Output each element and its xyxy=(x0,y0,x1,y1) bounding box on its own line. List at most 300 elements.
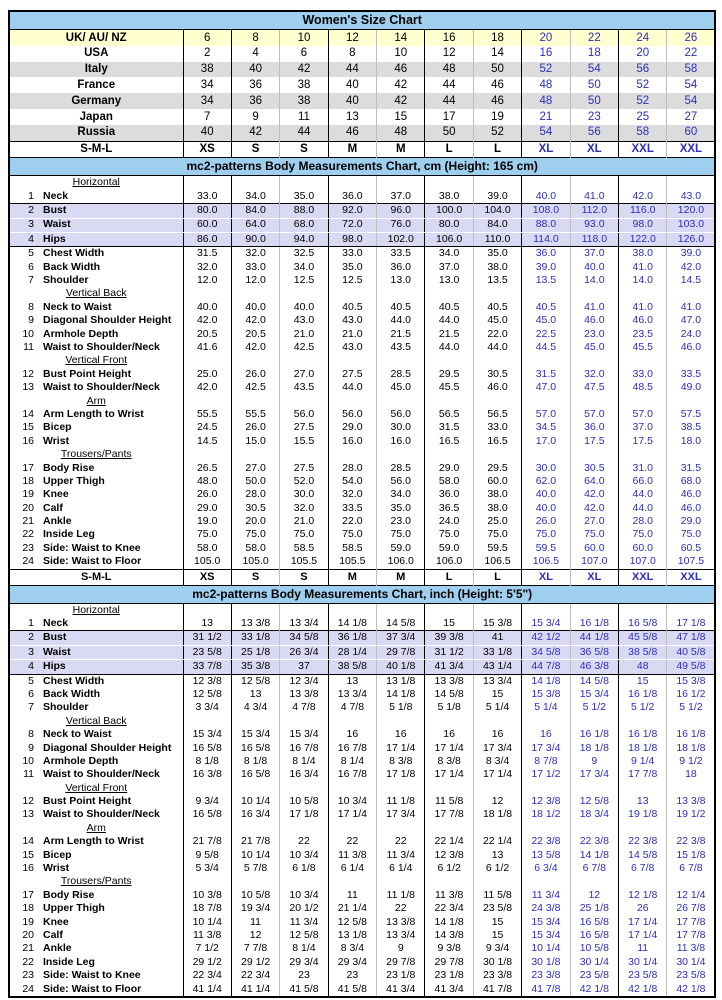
measurement-value-cell: 31.5 xyxy=(667,462,716,475)
measurement-value-cell: 34.0 xyxy=(231,190,279,204)
empty-cell xyxy=(328,822,376,835)
measurement-value-cell: 75.0 xyxy=(377,529,425,542)
measurement-row-label xyxy=(9,889,183,902)
empty-cell xyxy=(473,782,521,795)
row-number: 13 xyxy=(22,808,34,821)
measurement-value-cell: 16 3/4 xyxy=(280,768,328,781)
measurement-value-cell: 24.0 xyxy=(425,515,473,528)
measurement-value-cell: 64.0 xyxy=(231,218,279,232)
measurement-value-cell: 114.0 xyxy=(522,232,570,246)
measurement-value-cell: 28.0 xyxy=(231,488,279,501)
measurement-row-label xyxy=(9,688,183,701)
size-row-label: Russia xyxy=(9,125,183,141)
measurement-value-cell: 4 3/4 xyxy=(231,701,279,714)
size-value-cell: L xyxy=(425,141,473,158)
measurement-value-cell: 22 xyxy=(377,835,425,848)
empty-cell xyxy=(183,176,231,190)
measurement-value-cell: 30 1/8 xyxy=(473,956,521,969)
size-value-cell: XS xyxy=(183,141,231,158)
measurement-value-cell: 11 1/8 xyxy=(377,795,425,808)
measurement-value-cell: 19 1/8 xyxy=(619,809,667,822)
group-label-cell xyxy=(9,603,183,617)
size-row-label: Italy xyxy=(9,62,183,78)
empty-cell xyxy=(280,822,328,835)
measurement-value-cell: 13 3/4 xyxy=(377,929,425,942)
measurement-value-cell: 30.0 xyxy=(522,462,570,475)
measurement-value-cell: 13 3/8 xyxy=(280,688,328,701)
measurement-value-cell: 30 1/4 xyxy=(667,956,716,969)
measurement-value-cell: 80.0 xyxy=(183,204,231,218)
measurement-value-cell: 55.5 xyxy=(231,408,279,421)
size-value-cell: 8 xyxy=(328,46,376,62)
measurement-value-cell: 46.0 xyxy=(667,502,716,515)
measurement-value-cell: 15 xyxy=(619,674,667,688)
size-chart-row xyxy=(9,141,715,158)
size-value-cell: 40 xyxy=(328,93,376,109)
measurement-value-cell: 23 5/8 xyxy=(570,969,618,982)
measurement-value-cell: 12 3/4 xyxy=(280,674,328,688)
size-value-cell: 14 xyxy=(377,30,425,46)
empty-cell xyxy=(619,354,667,367)
size-row-label: France xyxy=(77,78,116,91)
measurement-value-cell: 8 3/4 xyxy=(473,755,521,768)
row-number: 1 xyxy=(28,617,34,630)
measurement-value-cell: 27.0 xyxy=(280,368,328,381)
row-label: Knee xyxy=(43,488,69,501)
empty-cell xyxy=(473,176,521,190)
measurement-value-cell: 60.5 xyxy=(667,542,716,555)
row-label: Chest Width xyxy=(43,247,105,260)
measurement-value-cell: 37 3/4 xyxy=(377,631,425,645)
empty-cell xyxy=(280,448,328,461)
measurement-value-cell: 100.0 xyxy=(425,204,473,218)
measurement-value-cell: 42.5 xyxy=(280,341,328,354)
measurement-value-cell: 41 3/4 xyxy=(377,983,425,997)
measurement-value-cell: 39 3/8 xyxy=(425,631,473,645)
row-number: 14 xyxy=(22,408,34,420)
measurement-value-cell: 110.0 xyxy=(473,232,521,246)
group-header-row xyxy=(9,876,715,889)
measurement-value-cell: 37.0 xyxy=(570,247,618,261)
measurement-value-cell: 13.5 xyxy=(522,274,570,287)
measurement-value-cell: 45 5/8 xyxy=(619,631,667,645)
measurement-value-cell: 56.0 xyxy=(280,408,328,421)
row-number: 13 xyxy=(22,381,34,394)
size-value-cell: 36 xyxy=(231,93,279,109)
measurement-value-cell: 12 xyxy=(473,795,521,808)
measurement-value-cell: 4 7/8 xyxy=(280,701,328,714)
measurement-value-cell: 5 1/2 xyxy=(619,701,667,714)
empty-cell xyxy=(473,715,521,728)
measurement-value-cell: 27.0 xyxy=(231,462,279,475)
measurement-value-cell: 33.0 xyxy=(231,261,279,274)
measurement-value-cell: 14 5/8 xyxy=(570,674,618,688)
measurement-value-cell: 46.0 xyxy=(667,341,716,354)
measurement-value-cell: 31 1/2 xyxy=(425,645,473,659)
measurement-value-cell: 52.0 xyxy=(280,475,328,488)
measurement-value-cell: 23.0 xyxy=(377,515,425,528)
row-number: 20 xyxy=(22,501,34,514)
empty-cell xyxy=(522,395,570,408)
empty-cell xyxy=(231,715,279,728)
measurement-value-cell: 21.5 xyxy=(377,328,425,341)
row-label: Bicep xyxy=(43,848,72,861)
measurement-value-cell: 57.0 xyxy=(570,408,618,421)
measurement-value-cell: 15.0 xyxy=(231,435,279,448)
measurement-value-cell: 41.0 xyxy=(619,301,667,314)
measurement-value-cell: 17 1/4 xyxy=(425,768,473,781)
measurement-value-cell: 13 5/8 xyxy=(522,849,570,862)
measurement-value-cell: 29 3/4 xyxy=(328,956,376,969)
empty-cell xyxy=(183,715,231,728)
measurement-value-cell: 15 3/8 xyxy=(522,688,570,701)
measurement-value-cell: 58.5 xyxy=(280,542,328,555)
empty-cell xyxy=(619,395,667,408)
measurement-row xyxy=(9,218,715,232)
measurement-row xyxy=(9,795,715,808)
measurement-value-cell: 11 3/8 xyxy=(183,929,231,942)
measurement-value-cell: 29 1/2 xyxy=(183,956,231,969)
measurement-row-label xyxy=(9,617,183,631)
measurement-value-cell: 29.0 xyxy=(183,502,231,515)
measurement-value-cell: 22 xyxy=(328,835,376,848)
measurement-value-cell: 40.5 xyxy=(522,301,570,314)
size-value-cell: 14 xyxy=(473,46,521,62)
row-number: 24 xyxy=(22,982,34,995)
measurement-value-cell: 26 xyxy=(619,902,667,915)
measurement-value-cell: 18 1/8 xyxy=(667,742,716,755)
measurement-value-cell: 8 3/4 xyxy=(328,942,376,955)
empty-cell xyxy=(570,715,618,728)
measurement-value-cell: 29 7/8 xyxy=(377,956,425,969)
empty-cell xyxy=(522,448,570,461)
womens-size-chart-table xyxy=(8,10,716,998)
measurement-value-cell: 12 3/8 xyxy=(522,795,570,808)
empty-cell xyxy=(328,448,376,461)
measurement-row-label xyxy=(9,795,183,808)
measurement-value-cell: 22 3/8 xyxy=(570,835,618,848)
measurement-value-cell: 37.0 xyxy=(425,261,473,274)
measurement-value-cell: 15 3/4 xyxy=(522,617,570,631)
measurement-value-cell: 36.0 xyxy=(425,488,473,501)
measurement-row-label xyxy=(9,902,183,915)
size-value-cell: 18 xyxy=(473,30,521,46)
measurement-value-cell: 39.0 xyxy=(667,247,716,261)
measurement-value-cell: 84.0 xyxy=(473,218,521,232)
measurement-value-cell: 23 5/8 xyxy=(667,969,716,982)
measurement-value-cell: 15 3/4 xyxy=(183,728,231,741)
measurement-value-cell: 8 1/4 xyxy=(328,755,376,768)
measurement-value-cell: 42.0 xyxy=(231,314,279,327)
measurement-value-cell: 56.5 xyxy=(473,408,521,421)
empty-cell xyxy=(280,603,328,617)
measurement-value-cell: 46.0 xyxy=(473,381,521,394)
measurement-value-cell: 40 5/8 xyxy=(667,645,716,659)
measurement-value-cell: 55.5 xyxy=(183,408,231,421)
empty-cell xyxy=(667,448,716,461)
measurement-row xyxy=(9,956,715,969)
empty-cell xyxy=(377,603,425,617)
measurement-row-label xyxy=(9,542,183,555)
empty-cell xyxy=(570,822,618,835)
measurement-value-cell: 59.0 xyxy=(425,542,473,555)
empty-cell xyxy=(619,782,667,795)
measurement-value-cell: 43.5 xyxy=(280,381,328,394)
measurement-value-cell: 12.5 xyxy=(328,274,376,287)
measurement-value-cell: 21 7/8 xyxy=(231,835,279,848)
measurement-value-cell: 17 1/8 xyxy=(280,809,328,822)
measurement-row xyxy=(9,742,715,755)
measurement-value-cell: 106.0 xyxy=(377,555,425,569)
size-value-cell: 23 xyxy=(570,109,618,125)
measurement-row-label xyxy=(9,408,183,421)
measurement-row xyxy=(9,768,715,781)
measurement-row xyxy=(9,645,715,659)
empty-cell xyxy=(183,448,231,461)
measurement-value-cell: 14 1/8 xyxy=(570,849,618,862)
measurement-value-cell: 49.0 xyxy=(667,381,716,394)
chart-title-row xyxy=(9,11,715,30)
row-number: 6 xyxy=(28,688,34,700)
measurement-value-cell: 26.0 xyxy=(231,368,279,381)
measurement-row-label xyxy=(9,247,183,261)
measurement-value-cell: 8 1/4 xyxy=(280,942,328,955)
measurement-value-cell: 13.5 xyxy=(473,274,521,287)
measurement-value-cell: 11 3/8 xyxy=(425,889,473,902)
row-label: Diagonal Shoulder Height xyxy=(43,741,172,754)
measurement-value-cell: 13 xyxy=(328,674,376,688)
measurement-value-cell: 5 7/8 xyxy=(231,862,279,875)
measurement-row xyxy=(9,688,715,701)
measurement-value-cell: 94.0 xyxy=(280,232,328,246)
measurement-value-cell: 40 1/8 xyxy=(377,660,425,674)
measurement-value-cell: 33 7/8 xyxy=(183,660,231,674)
measurement-value-cell: 16 5/8 xyxy=(570,916,618,929)
row-number: 22 xyxy=(22,528,34,541)
empty-cell xyxy=(425,354,473,367)
measurement-value-cell: 18 xyxy=(667,768,716,781)
measurement-value-cell: 30.5 xyxy=(473,368,521,381)
row-number: 12 xyxy=(22,367,34,380)
measurement-value-cell: 19.0 xyxy=(183,515,231,528)
measurement-value-cell: 16.5 xyxy=(425,435,473,448)
measurement-value-cell: 39.0 xyxy=(522,261,570,274)
size-chart-row xyxy=(9,109,715,125)
row-label: Arm Length to Wrist xyxy=(43,408,144,420)
measurement-row-label xyxy=(9,645,183,659)
empty-cell xyxy=(425,876,473,889)
measurement-value-cell: 41 1/4 xyxy=(231,983,279,997)
size-chart-row xyxy=(9,77,715,93)
measurement-value-cell: 44.5 xyxy=(522,341,570,354)
measurement-value-cell: 41.6 xyxy=(183,341,231,354)
empty-cell xyxy=(280,176,328,190)
measurement-value-cell: 25.0 xyxy=(473,515,521,528)
measurement-row xyxy=(9,889,715,902)
measurement-row-label xyxy=(9,809,183,822)
row-number: 23 xyxy=(22,541,34,554)
measurement-value-cell: 47.0 xyxy=(522,381,570,394)
measurement-row-label xyxy=(9,835,183,848)
measurement-row xyxy=(9,515,715,528)
measurement-value-cell: 50.0 xyxy=(231,475,279,488)
measurement-value-cell: 24.5 xyxy=(183,421,231,434)
size-value-cell: 6 xyxy=(183,30,231,46)
measurement-row-label xyxy=(9,701,183,714)
measurement-row-label xyxy=(9,421,183,434)
measurement-value-cell: 13 xyxy=(183,617,231,631)
size-value-cell: 46 xyxy=(473,93,521,109)
measurement-row-label xyxy=(9,381,183,394)
size-row-label: Germany xyxy=(9,93,183,109)
measurement-value-cell: 44.0 xyxy=(473,341,521,354)
measurement-value-cell: 40.0 xyxy=(522,488,570,501)
measurement-value-cell: 22.0 xyxy=(473,328,521,341)
empty-cell xyxy=(522,782,570,795)
row-label: Wrist xyxy=(43,862,70,875)
measurement-row-label xyxy=(9,862,183,875)
measurement-value-cell: 92.0 xyxy=(328,204,376,218)
measurement-value-cell: 22 1/4 xyxy=(473,835,521,848)
measurement-value-cell: 40.0 xyxy=(522,190,570,204)
row-number: 19 xyxy=(22,915,34,928)
measurement-value-cell: 16 5/8 xyxy=(619,617,667,631)
measurement-value-cell: 22 xyxy=(377,902,425,915)
measurement-value-cell: 18 1/2 xyxy=(522,809,570,822)
empty-cell xyxy=(183,876,231,889)
measurement-value-cell: 16 5/8 xyxy=(183,742,231,755)
empty-cell xyxy=(425,176,473,190)
measurement-row xyxy=(9,247,715,261)
measurement-value-cell: 33 1/8 xyxy=(231,631,279,645)
size-value-cell: 56 xyxy=(619,62,667,78)
cm-section-header-row xyxy=(9,158,715,176)
empty-cell xyxy=(377,176,425,190)
measurement-value-cell: 29.5 xyxy=(473,462,521,475)
measurement-value-cell: 13 1/8 xyxy=(377,674,425,688)
empty-cell xyxy=(667,715,716,728)
size-value-cell: XXL xyxy=(619,141,667,158)
row-label: Side: Waist to Knee xyxy=(43,541,141,554)
measurement-value-cell: 42 1/8 xyxy=(619,983,667,997)
group-header-row xyxy=(9,822,715,835)
row-number: 10 xyxy=(22,327,34,340)
measurement-value-cell: 41 3/4 xyxy=(425,660,473,674)
empty-cell xyxy=(377,782,425,795)
empty-cell xyxy=(280,782,328,795)
empty-cell xyxy=(473,822,521,835)
measurement-row-label xyxy=(9,660,183,674)
measurement-value-cell: 14.5 xyxy=(183,435,231,448)
measurement-value-cell: 108.0 xyxy=(522,204,570,218)
measurement-value-cell: 36.5 xyxy=(425,502,473,515)
measurement-value-cell: 20 1/2 xyxy=(280,902,328,915)
measurement-value-cell: 20.5 xyxy=(231,328,279,341)
group-header-row xyxy=(9,782,715,795)
measurement-value-cell: 18 1/8 xyxy=(473,809,521,822)
size-value-cell: 42 xyxy=(280,62,328,78)
row-label: Upper Thigh xyxy=(43,902,105,915)
size-value-cell: 27 xyxy=(667,109,716,125)
size-row-label: Japan xyxy=(79,110,113,123)
measurement-value-cell: 11 3/8 xyxy=(667,942,716,955)
measurement-value-cell: 46.0 xyxy=(667,488,716,501)
empty-cell xyxy=(328,354,376,367)
measurement-value-cell: 38.0 xyxy=(425,190,473,204)
measurement-value-cell: 11 5/8 xyxy=(425,795,473,808)
measurement-value-cell: 6 1/2 xyxy=(425,862,473,875)
measurement-row xyxy=(9,849,715,862)
measurement-value-cell: 107.0 xyxy=(619,555,667,569)
measurement-value-cell: 45.0 xyxy=(570,341,618,354)
row-label: Bust xyxy=(43,204,67,217)
row-label: Ankle xyxy=(43,942,72,955)
measurement-value-cell: 41 7/8 xyxy=(473,983,521,997)
row-label: Neck xyxy=(43,617,69,630)
empty-cell xyxy=(328,288,376,301)
measurement-value-cell: 40.5 xyxy=(377,301,425,314)
measurement-value-cell: 17 7/8 xyxy=(619,768,667,781)
empty-cell xyxy=(425,395,473,408)
row-label: Waist to Shoulder/Neck xyxy=(43,768,160,781)
measurement-value-cell: 14 1/8 xyxy=(377,688,425,701)
measurement-value-cell: 25 1/8 xyxy=(570,902,618,915)
measurement-value-cell: 60.0 xyxy=(183,218,231,232)
size-value-cell: XXL xyxy=(667,141,716,158)
measurement-value-cell: 5 3/4 xyxy=(183,862,231,875)
empty-cell xyxy=(231,603,279,617)
measurement-value-cell: 46.0 xyxy=(619,314,667,327)
measurement-row xyxy=(9,728,715,741)
measurement-value-cell: 16 1/8 xyxy=(570,617,618,631)
measurement-value-cell: 56.5 xyxy=(425,408,473,421)
empty-cell xyxy=(328,603,376,617)
row-label: Bust xyxy=(43,631,67,644)
measurement-value-cell: 14 5/8 xyxy=(619,849,667,862)
measurement-row-label xyxy=(9,929,183,942)
measurement-value-cell: 15 xyxy=(425,617,473,631)
group-header-row xyxy=(9,395,715,408)
measurement-row-label xyxy=(9,983,183,997)
measurement-row xyxy=(9,809,715,822)
empty-cell xyxy=(619,715,667,728)
measurement-value-cell: 75.0 xyxy=(328,529,376,542)
measurement-value-cell: 10 3/4 xyxy=(280,889,328,902)
measurement-value-cell: 14 3/8 xyxy=(425,929,473,942)
measurement-value-cell: 37.0 xyxy=(377,190,425,204)
measurement-value-cell: 15 3/4 xyxy=(522,916,570,929)
measurement-row xyxy=(9,502,715,515)
row-label: Back Width xyxy=(43,260,101,273)
measurement-value-cell: 122.0 xyxy=(619,232,667,246)
measurement-value-cell: 58.0 xyxy=(425,475,473,488)
measurement-value-cell: 36.0 xyxy=(570,421,618,434)
measurement-value-cell: 26 3/4 xyxy=(280,645,328,659)
row-label: Side: Waist to Floor xyxy=(43,982,142,995)
sml-value-cell: XXL xyxy=(619,569,667,585)
measurement-row-label xyxy=(9,435,183,448)
measurement-value-cell: 17 1/4 xyxy=(328,809,376,822)
measurement-row-label xyxy=(9,475,183,488)
group-label: Horizontal xyxy=(72,176,120,189)
measurement-value-cell: 45.5 xyxy=(425,381,473,394)
measurement-value-cell: 13 xyxy=(473,849,521,862)
measurement-value-cell: 84.0 xyxy=(231,204,279,218)
measurement-value-cell: 28 1/4 xyxy=(328,645,376,659)
row-label: Ankle xyxy=(43,515,72,528)
empty-cell xyxy=(570,448,618,461)
size-value-cell: 54 xyxy=(667,77,716,93)
